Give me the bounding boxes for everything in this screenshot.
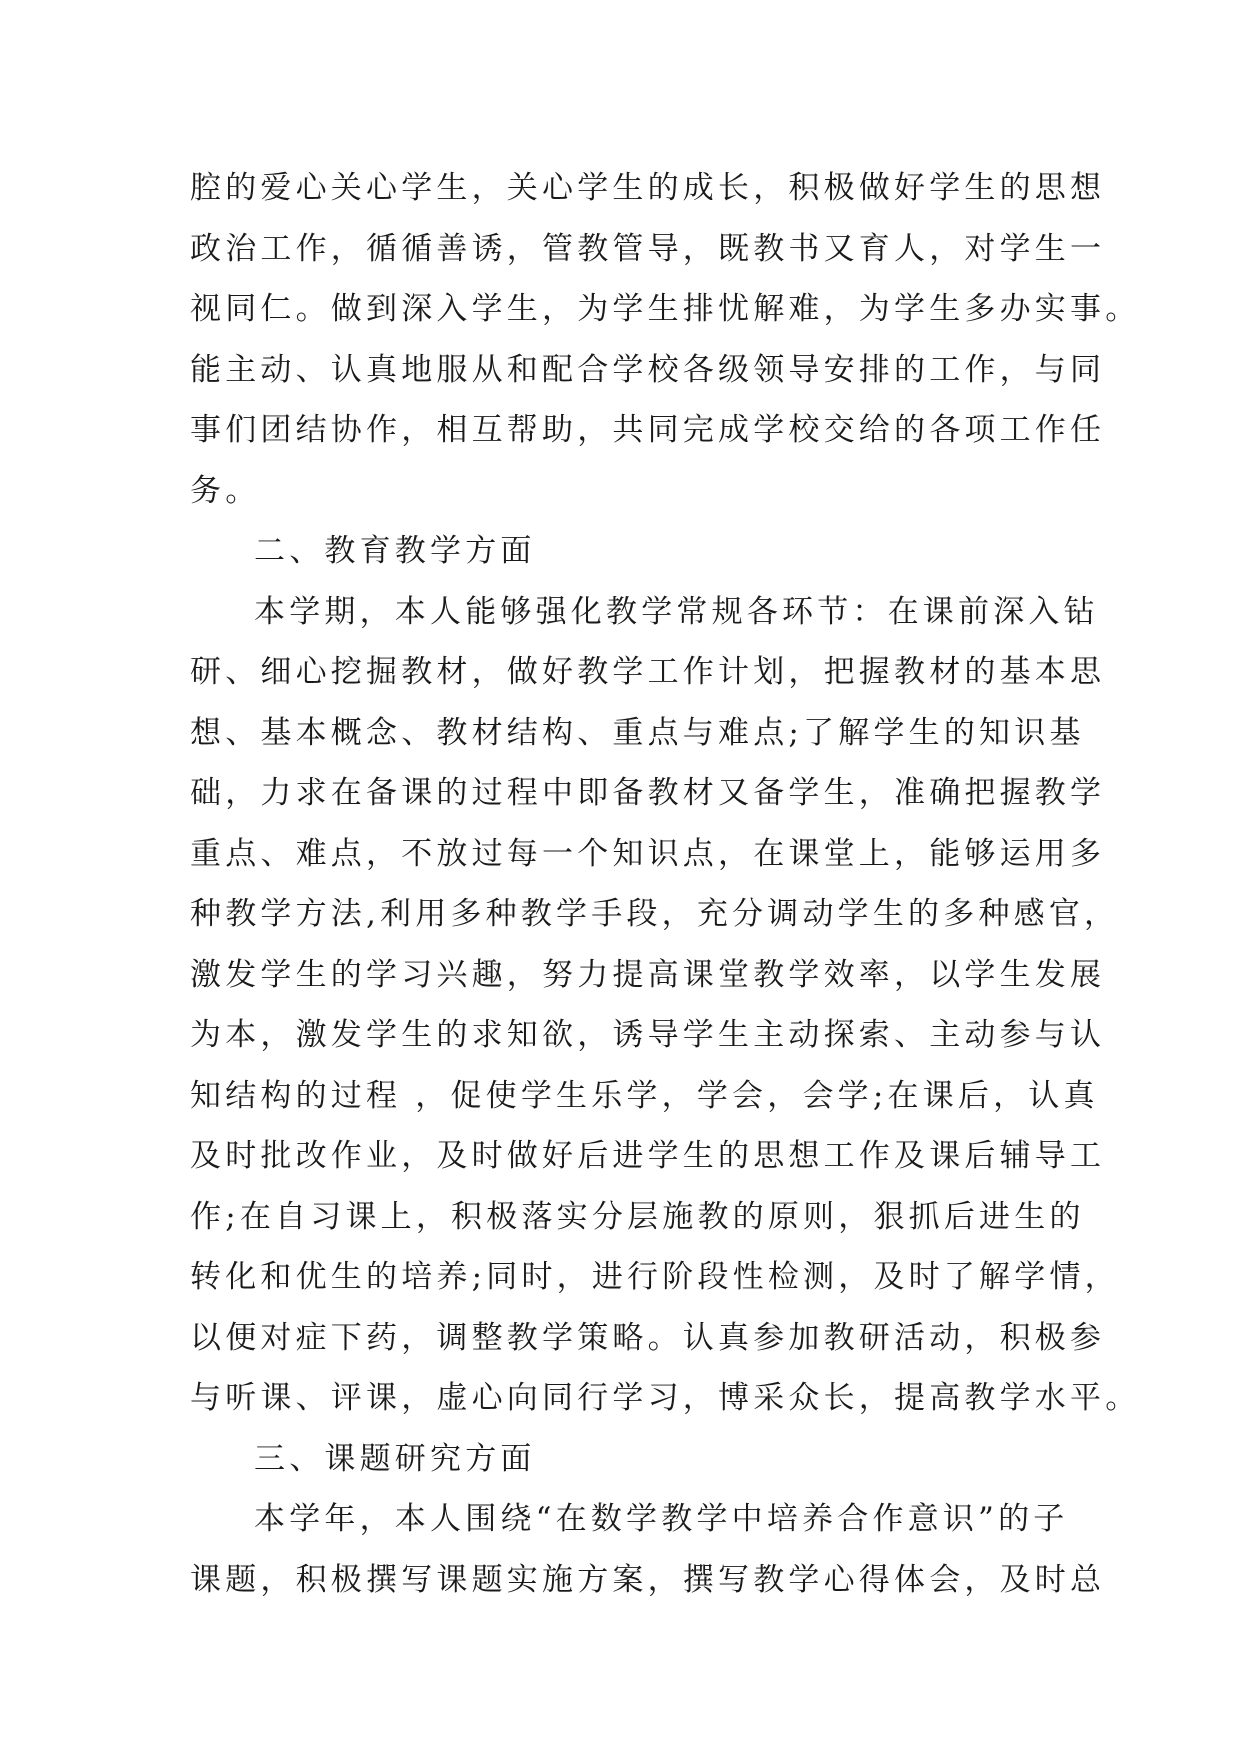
text-line: 以便对症下药，调整教学策略。认真参加教研活动，积极参 [190,1319,1106,1356]
text-line: 转化和优生的培养;同时，进行阶段性检测，及时了解学情， [190,1259,1120,1295]
text-line: 及时批改作业，及时做好后进学生的思想工作及课后辅导工 [190,1138,1106,1174]
text-line: 激发学生的学习兴趣，努力提高课堂教学效率，以学生发展 [190,956,1106,993]
text-line: 能主动、认真地服从和配合学校各级领导安排的工作，与同 [190,351,1106,388]
text-line: 重点、难点，不放过每一个知识点，在课堂上，能够运用多 [190,835,1106,872]
text-line: 课题，积极撰写课题实施方案，撰写教学心得体会，及时总 [190,1561,1106,1598]
text-line: 知结构的过程 ，促使学生乐学，学会，会学;在课后，认真 [190,1077,1099,1114]
text-line: 三、课题研究方面 [254,1440,536,1477]
text-line: 研、细心挖掘教材，做好教学工作计划，把握教材的基本思 [190,654,1106,690]
text-line: 二、教育教学方面 [254,533,536,569]
text-line: 与听课、评课，虚心向同行学习，博采众长，提高教学水平。 [190,1380,1141,1416]
text-line: 想、基本概念、教材结构、重点与难点;了解学生的知识基 [190,714,1085,751]
text-line: 作;在自习课上，积极落实分层施教的原则，狠抓后进生的 [190,1198,1085,1235]
text-line: 务。 [190,472,261,509]
text-line: 政治工作，循循善诱，管教管导，既教书又育人，对学生一 [190,230,1106,267]
body-text [190,158,1141,1610]
text-line: 础，力求在备课的过程中即备教材又备学生，准确把握教学 [190,775,1106,811]
text-line: 视同仁。做到深入学生，为学生排忧解难，为学生多办实事。 [190,291,1141,327]
text-line: 本学期，本人能够强化教学常规各环节：在课前深入钻 [254,593,1099,630]
text-line: 本学年，本人围绕“在数学教学中培养合作意识”的子 [254,1501,1069,1537]
text-line: 腔的爱心关心学生，关心学生的成长，积极做好学生的思想 [190,170,1106,206]
text-line: 种教学方法,利用多种教学手段，充分调动学生的多种感官， [190,896,1120,932]
text-line: 为本，激发学生的求知欲，诱导学生主动探索、主动参与认 [190,1017,1106,1053]
text-line: 事们团结协作，相互帮助，共同完成学校交给的各项工作任 [190,412,1106,448]
